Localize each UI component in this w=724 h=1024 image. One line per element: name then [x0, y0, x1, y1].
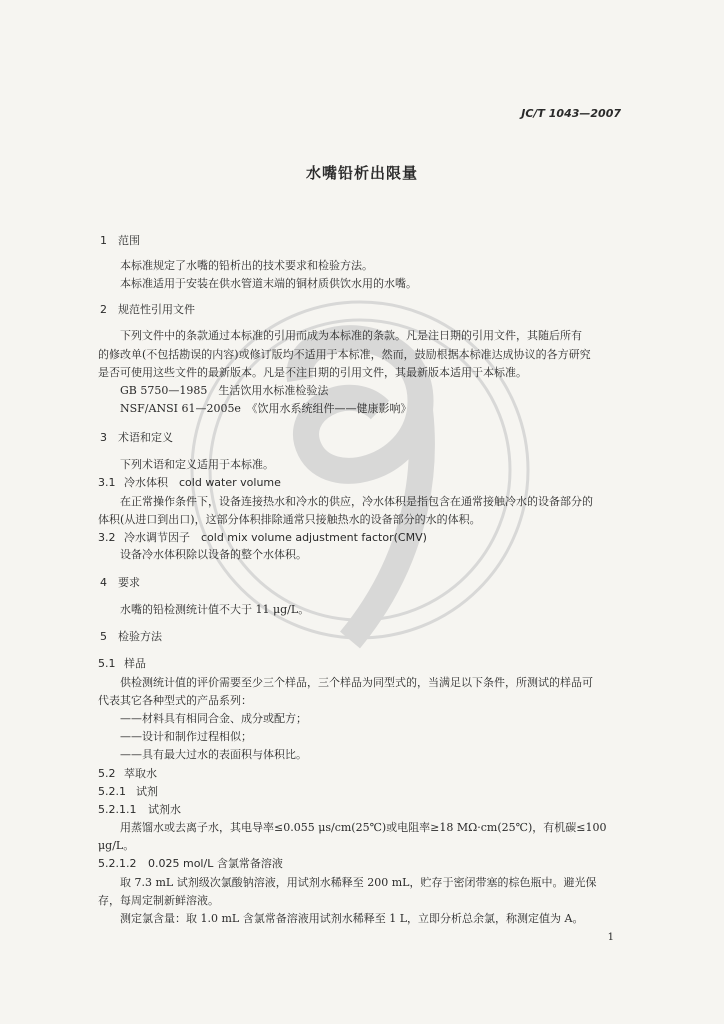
section-5-2-1-2-line-1: 取 7.3 mL 试剂级次氯酸钠溶液，用试剂水稀释至 200 mL，贮存于密闭带塞的棕色瓶中。避光保 [120, 876, 597, 889]
section-1-para-1: 本标准规定了水嘴的铅析出的技术要求和检验方法。 [120, 259, 373, 272]
page-number: 1 [607, 932, 614, 943]
section-2-para-line-1: 下列文件中的条款通过本标准的引用而成为本标准的条款。凡是注日期的引用文件，其随后所有 [120, 329, 582, 342]
definition-3-1-term: 冷水体积 cold water volume [124, 476, 281, 489]
section-5-2-1-1-line-2: μg/L。 [98, 839, 135, 852]
definition-3-2-term: 冷水调节因子 cold mix volume adjustment factor(CMV) [124, 531, 427, 544]
section-5-1-line-2: 代表其它各种型式的产品系列： [98, 694, 252, 707]
section-5-2-1-number: 5.2.1 [98, 785, 126, 798]
section-5-2-1-1-line-1: 用蒸馏水或去离子水，其电导率≤0.055 μs/cm(25℃)或电阻率≥18 MΩ·cm(25℃)，有机碳≤100 [120, 821, 607, 834]
list-item-2: ——设计和制作过程相似； [120, 730, 252, 743]
section-5-1-number: 5.1 [98, 657, 116, 670]
normative-reference-1: GB 5750—1985 生活饮用水标准检验法 [120, 384, 329, 397]
section-3-para-1: 下列术语和定义适用于本标准。 [120, 458, 274, 471]
section-5-2-1-2-line-2: 存，每周定制新鲜溶液。 [98, 894, 219, 907]
document-title: 水嘴铅析出限量 [305, 164, 418, 182]
section-5-2-1-2-line-3: 测定氯含量：取 1.0 mL 含氯常备溶液用试剂水稀释至 1 L，立即分析总余氯，称测定值为 A。 [120, 912, 584, 925]
section-4-title: 要求 [118, 576, 140, 589]
section-5-2-1-title: 试剂 [136, 785, 158, 798]
section-5-1-line-1: 供检测统计值的评价需要至少三个样品，三个样品为同型式的，当满足以下条件，所测试的样品可 [120, 676, 593, 689]
section-1-number: 1 [100, 234, 107, 247]
definition-3-1-number: 3.1 [98, 476, 116, 489]
section-2-title: 规范性引用文件 [118, 303, 195, 316]
section-4-para-1: 水嘴的铅检测统计值不大于 11 μg/L。 [120, 603, 310, 616]
normative-reference-2: NSF/ANSI 61—2005e 《饮用水系统组件——健康影响》 [120, 402, 412, 415]
definition-3-1-line-1: 在正常操作条件下，设备连接热水和冷水的供应，冷水体积是指包含在通常接触冷水的设备部分的 [120, 495, 593, 508]
section-3-title: 术语和定义 [118, 431, 173, 444]
section-2-para-line-2: 的修改单(不包括勘误的内容)或修订版均不适用于本标准，然而，鼓励根据本标准达成协议的各方研究 [98, 348, 591, 361]
section-5-2-1-1-number: 5.2.1.1 [98, 803, 137, 816]
definition-3-2-number: 3.2 [98, 531, 116, 544]
section-5-2-title: 萃取水 [124, 767, 157, 780]
section-5-title: 检验方法 [118, 630, 162, 643]
section-1-title: 范围 [118, 234, 140, 247]
section-4-number: 4 [100, 576, 107, 589]
section-5-2-number: 5.2 [98, 767, 116, 780]
section-5-2-1-2-title: 0.025 mol/L 含氯常备溶液 [148, 857, 283, 870]
list-item-1: ——材料具有相同合金、成分或配方； [120, 712, 307, 725]
section-2-number: 2 [100, 303, 107, 316]
section-5-number: 5 [100, 630, 107, 643]
definition-3-2-line-1: 设备冷水体积除以设备的整个水体积。 [120, 548, 307, 561]
section-2-para-line-3: 是否可使用这些文件的最新版本。凡是不注日期的引用文件，其最新版本适用于本标准。 [98, 366, 527, 379]
section-1-para-2: 本标准适用于安装在供水管道末端的铜材质供饮水用的水嘴。 [120, 277, 417, 290]
list-item-3: ——具有最大过水的表面积与体积比。 [120, 748, 307, 761]
section-5-2-1-2-number: 5.2.1.2 [98, 857, 137, 870]
section-3-number: 3 [100, 431, 107, 444]
standard-number: JC/T 1043—2007 [521, 107, 621, 120]
section-5-2-1-1-title: 试剂水 [148, 803, 181, 816]
definition-3-1-line-2: 体积(从进口到出口)，这部分体积排除通常只接触热水的设备部分的水的体积。 [98, 513, 481, 526]
section-5-1-title: 样品 [124, 657, 146, 670]
